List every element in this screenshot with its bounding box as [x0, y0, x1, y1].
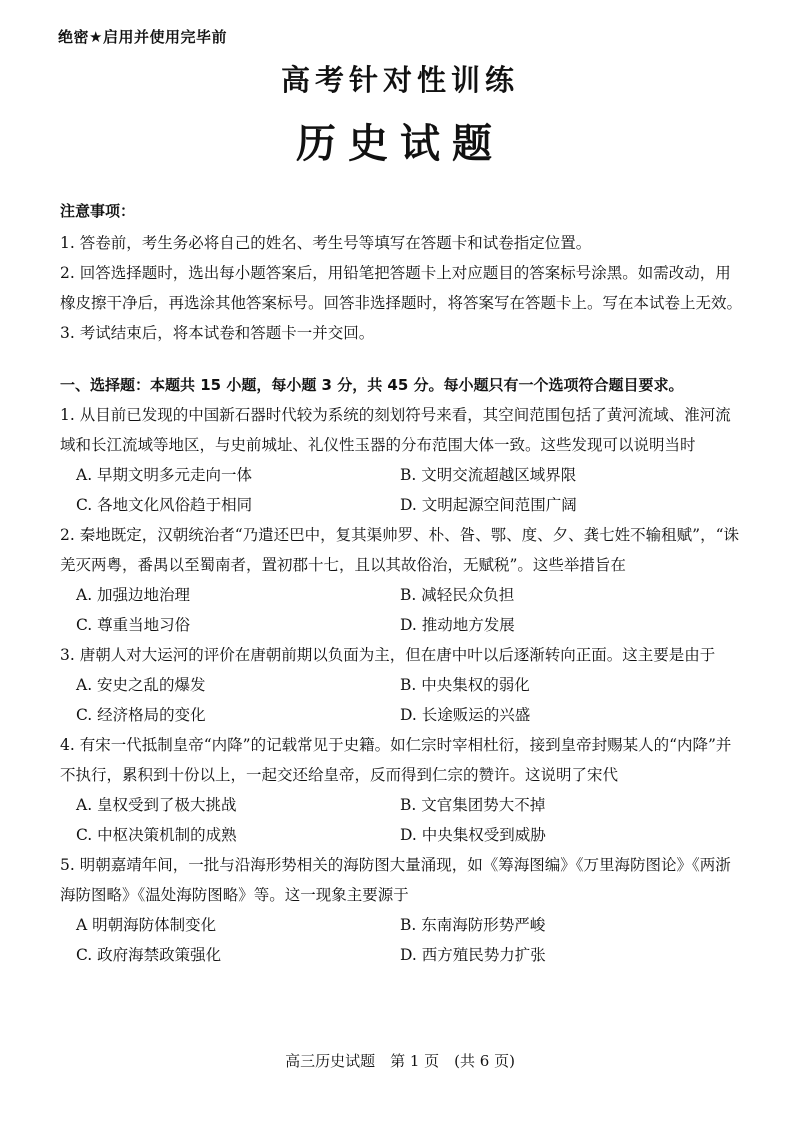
notice-item: 1. 答卷前，考生务必将自己的姓名、考生号等填写在答题卡和试卷指定位置。	[60, 234, 592, 252]
exam-content	[60, 196, 744, 970]
option: B. 文明交流超越区域界限	[400, 466, 577, 484]
question-options	[60, 790, 744, 850]
section-title: 一、选择题：本题共 15 小题，每小题 3 分，共 45 分。每小题只有一个选项符合题目要求。	[60, 376, 684, 394]
spacer	[60, 348, 744, 370]
option: D. 文明起源空间范围广阔	[400, 496, 577, 514]
question-options	[60, 910, 744, 970]
option: B. 文官集团势大不掉	[400, 796, 546, 814]
question-stem: 5. 明朝嘉靖年间，一批与沿海形势相关的海防图大量涌现，如《筹海图编》《万里海防图论》《两浙海防图略》《温处海防图略》等。这一现象主要源于	[60, 856, 731, 904]
notice-item: 3. 考试结束后，将本试卷和答题卡一并交回。	[60, 324, 375, 342]
question-options	[60, 670, 744, 730]
option: B. 中央集权的弱化	[400, 676, 530, 694]
question-stem: 2. 秦地既定，汉朝统治者“乃遣还巴中，复其渠帅罗、朴、昝、鄂、度、夕、龚七姓不输租赋”，“诛羌灭两粤，番禺以至蜀南者，置初郡十七，且以其故俗治，无赋税”。这些举措旨在	[60, 526, 739, 574]
question	[60, 640, 744, 730]
question	[60, 400, 744, 520]
question-options	[60, 460, 744, 520]
option: D. 中央集权受到威胁	[400, 826, 546, 844]
option: A. 安史之乱的爆发	[76, 676, 206, 694]
question-options	[60, 580, 744, 640]
subject-title: 历史试题	[296, 121, 504, 167]
question	[60, 730, 744, 850]
option: A. 皇权受到了极大挑战	[76, 796, 237, 814]
page-footer: 高三历史试题 第 1 页 (共 6 页)	[285, 1052, 515, 1070]
question	[60, 850, 744, 970]
notice-title: 注意事项：	[60, 202, 136, 220]
option: B. 东南海防形势严峻	[400, 916, 546, 934]
option: A 明朝海防体制变化	[76, 916, 217, 934]
question-stem: 1. 从目前已发现的中国新石器时代较为系统的刻划符号来看，其空间范围包括了黄河流域、淮河流域和长江流域等地区，与史前城址、礼仪性玉器的分布范围大体一致。这些发现可以说明当时	[60, 406, 731, 454]
question-stem: 3. 唐朝人对大运河的评价在唐朝前期以负面为主，但在唐中叶以后逐渐转向正面。这主要是由于	[60, 646, 716, 664]
option: D. 推动地方发展	[400, 616, 515, 634]
option: A. 早期文明多元走向一体	[76, 466, 253, 484]
option: C. 中枢决策机制的成熟	[76, 826, 237, 844]
option: C. 尊重当地习俗	[76, 616, 191, 634]
exam-title: 高考针对性训练	[280, 63, 519, 97]
question	[60, 520, 744, 640]
question-stem: 4. 有宋一代抵制皇帝“内降”的记载常见于史籍。如仁宗时宰相杜衍，接到皇帝封赐某人的“内降”并不执行，累积到十份以上，一起交还给皇帝，反而得到仁宗的赞许。这说明了宋代	[60, 736, 732, 784]
option: C. 经济格局的变化	[76, 706, 206, 724]
option: C. 政府海禁政策强化	[76, 946, 222, 964]
option: B. 减轻民众负担	[400, 586, 515, 604]
option: C. 各地文化风俗趋于相同	[76, 496, 253, 514]
option: A. 加强边地治理	[76, 586, 191, 604]
notice-item: 2. 回答选择题时，选出每小题答案后，用铅笔把答题卡上对应题目的答案标号涂黑。如需改动，用橡皮擦干净后，再选涂其他答案标号。回答非选择题时，将答案写在答题卡上。写在本试卷上无效。	[60, 264, 743, 312]
secret-mark: 绝密★启用并使用完毕前	[58, 28, 227, 46]
option: D. 西方殖民势力扩张	[400, 946, 546, 964]
option: D. 长途贩运的兴盛	[400, 706, 531, 724]
